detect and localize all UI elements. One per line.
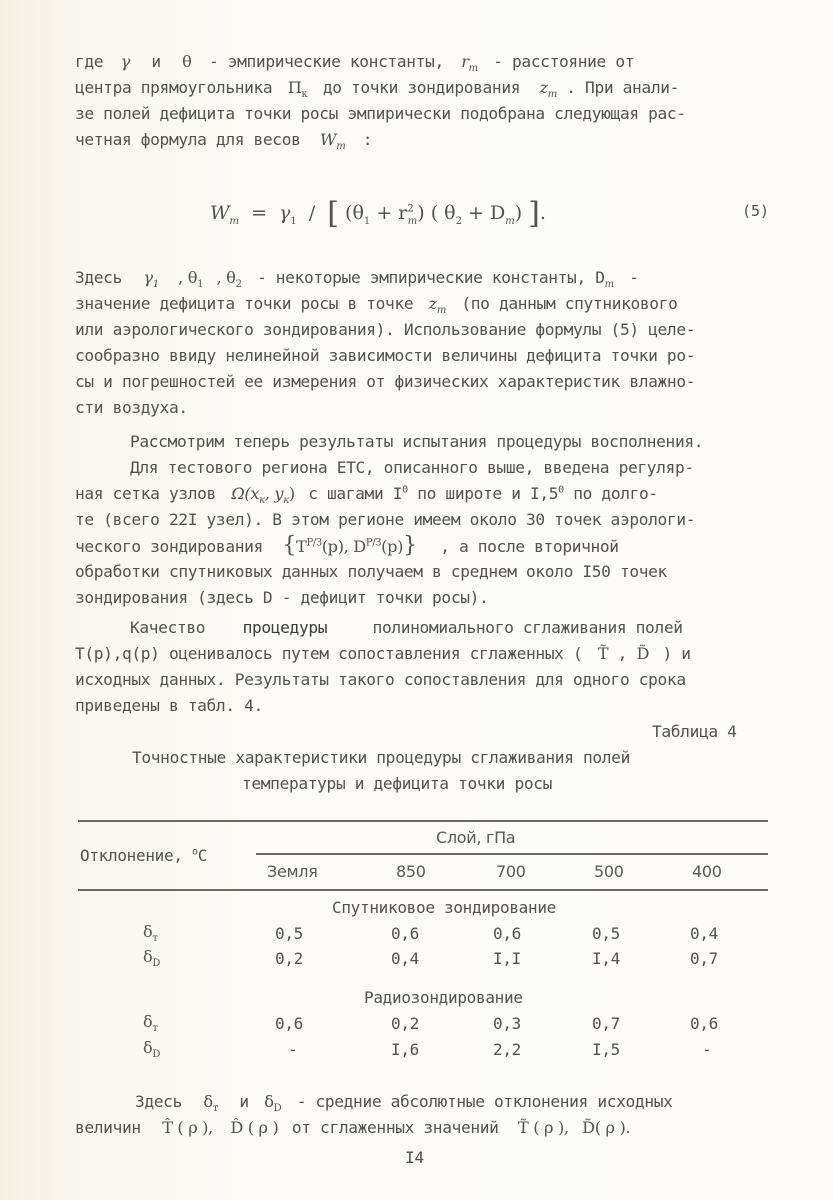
subscript: т (212, 1103, 218, 1115)
subscript: D (273, 1103, 282, 1115)
text-line (75, 533, 619, 558)
text: (p), D (321, 537, 366, 556)
text: - некоторые эмпирические константы, D (256, 268, 605, 287)
delta-symbol: δ (203, 1092, 213, 1111)
row-symbol: $\delta_т$ (143, 1012, 158, 1035)
text-line (130, 618, 683, 638)
table-cell: 0,4 (690, 924, 718, 943)
column-header: 850 (396, 862, 426, 881)
right-brace: } (403, 533, 417, 558)
right-bracket: ] (528, 196, 540, 231)
text: - (629, 268, 639, 287)
left-bracket: [ (327, 196, 339, 231)
left-brace: { (282, 533, 296, 558)
subscript: 1 (197, 279, 204, 291)
text: ная сетка узлов (75, 484, 216, 503)
text-line: сти воздуха. (75, 398, 188, 417)
table-cell: 0,2 (275, 949, 303, 968)
table-cell: 0,6 (275, 1014, 303, 1033)
table-cell: 0,5 (592, 924, 620, 943)
d-tilde-symbol: D̃ (636, 644, 650, 663)
text-line: или аэрологического зондирования). Использование формулы (5) целе- (75, 320, 696, 339)
text-line (75, 294, 678, 317)
subscript: m (407, 215, 418, 227)
text-line: обработки спутниковых данных получаем в среднем около I50 точек (75, 562, 667, 581)
text-line (75, 644, 691, 664)
section-title: Спутниковое зондирование (332, 898, 556, 917)
degree-sign: 0 (558, 484, 564, 496)
text: по долго- (573, 484, 658, 503)
text: (θ (345, 202, 364, 224)
subscript: 1 (363, 215, 371, 227)
text: центра прямоугольника (75, 78, 273, 97)
table-cell: I,4 (592, 949, 620, 968)
equation-number: (5) (742, 202, 770, 220)
subscript: 2 (455, 215, 462, 227)
table-cell: 0,6 (391, 924, 419, 943)
table-cell: - (702, 1040, 712, 1059)
column-header: Земля (267, 862, 318, 881)
text: до точки зондирования (322, 78, 521, 97)
text: где (75, 52, 104, 71)
t-hat-symbol: T̂ ( ρ ), (162, 1118, 213, 1137)
gamma-symbol: γ (120, 52, 130, 71)
text: полиномиального сглаживания полей (372, 618, 683, 637)
table-cell: I,I (493, 949, 521, 968)
text: (p) (381, 537, 404, 556)
text: и (151, 52, 161, 71)
text: величин (75, 1118, 141, 1137)
text: + D (468, 202, 506, 224)
superscript: Р/З (306, 537, 322, 549)
text: ) (514, 202, 523, 224)
row-header-label: Отклонение, $^о$С (80, 846, 208, 865)
text: от сглаженных значений (291, 1118, 499, 1137)
text-line: сы и погрешностей ее измерения от физических характеристик влажно- (75, 372, 696, 391)
gamma-symbol: γ (143, 268, 153, 287)
table-label: Таблица 4 (652, 722, 737, 741)
text: ) и (662, 644, 691, 663)
w-symbol: W (319, 130, 337, 149)
text-line: Для тестового региона ЕТС, описанного выше, введена регуляр- (130, 458, 694, 477)
table-cell: 0,4 (391, 949, 419, 968)
table-cell: 0,3 (493, 1014, 521, 1033)
subscript: m (505, 215, 515, 227)
delta-symbol: δ (264, 1092, 274, 1111)
text-line: сообразно ввиду нелинейной зависимости величины дефицита точки ро- (75, 346, 696, 365)
subscript: m (336, 141, 346, 153)
text: Здесь (135, 1092, 182, 1111)
table-cell: 0,5 (275, 924, 303, 943)
table-cell: 0,6 (493, 924, 521, 943)
text-line: зондирования (здесь D - дефицит точки росы). (75, 588, 489, 607)
column-group-header: Слой, гПа (436, 828, 516, 847)
text: - расстояние от (493, 52, 635, 71)
subscript: к (259, 495, 265, 507)
table-caption: температуры и дефицита точки росы (242, 774, 553, 793)
z-symbol: z (539, 78, 548, 97)
subscript: m (468, 63, 478, 75)
t-tilde-symbol: T̃ ( ρ ), (517, 1118, 569, 1137)
text: и (239, 1092, 249, 1111)
equals-sign: = (251, 202, 267, 224)
text: , а после вторичной (440, 537, 619, 556)
subscript: к (301, 89, 308, 101)
column-header: 400 (692, 862, 722, 881)
page-number: I4 (405, 1148, 424, 1167)
text: процедуры (242, 618, 328, 637)
subscript: m (436, 305, 446, 317)
subscript: m (604, 279, 614, 291)
column-header: 700 (496, 862, 526, 881)
text-line (75, 52, 635, 75)
t-symbol: T (295, 537, 307, 556)
text-line (75, 78, 680, 101)
text: Качество (130, 618, 206, 637)
text: . При анали- (566, 78, 680, 97)
row-symbol: $\delta_D$ (143, 1038, 161, 1061)
text-line (135, 1092, 673, 1115)
slash: / (308, 202, 316, 224)
text: четная формула для весов (75, 130, 301, 149)
text-line: те (всего 22I узел). В этом регионе имеем около 30 точек аэрологи- (75, 510, 696, 529)
text-line: исходных данных. Результаты такого сопоставления для одного срока (75, 670, 686, 689)
gamma-symbol: γ (279, 202, 291, 224)
text: по широте и I,5 (417, 484, 559, 503)
z-symbol: z (428, 294, 437, 313)
table-caption: Точностные характеристики процедуры сглаживания полей (132, 748, 630, 767)
subscript: 1 (152, 279, 159, 291)
text: значение дефицита точки росы в точке (75, 294, 414, 313)
table-cell: 0,7 (592, 1014, 620, 1033)
text: ) (288, 484, 295, 503)
text-line (75, 1118, 630, 1138)
table-cell: - (288, 1040, 298, 1059)
formula-5 (210, 196, 546, 231)
subscript: 1 (290, 215, 297, 227)
t-tilde-symbol: T̃ (597, 644, 609, 663)
text: , θ (216, 268, 236, 287)
table-cell: 0,6 (690, 1014, 718, 1033)
d-tilde-symbol: D̃( ρ ). (582, 1118, 631, 1137)
table-cell: 2,2 (493, 1040, 521, 1059)
table-rule-header-bottom (78, 889, 768, 891)
superscript: Р/З (365, 537, 382, 549)
subscript: m (547, 89, 557, 101)
subscript: к (283, 495, 289, 507)
section-title: Радиозондирование (364, 988, 523, 1007)
text: T(p),q(p) оценивалось путем сопоставления сглаженных ( (75, 644, 583, 663)
text: ) (417, 202, 425, 224)
table-rule-mid (256, 853, 768, 855)
d-hat-symbol: D̂ ( ρ ) (230, 1118, 279, 1137)
text: . (539, 202, 546, 224)
text: ( θ (430, 202, 456, 224)
text: Здесь (75, 268, 122, 287)
table-cell: I,5 (592, 1040, 620, 1059)
text-line (75, 484, 658, 507)
text: + r (376, 202, 408, 224)
text: , y (264, 484, 284, 503)
text-line (75, 268, 639, 291)
text: , θ (178, 268, 198, 287)
text: (по данным спутникового (461, 294, 678, 313)
text: - средние абсолютные отклонения исходных (296, 1092, 673, 1111)
text-line: приведены в табл. 4. (75, 696, 263, 715)
w-symbol: W (210, 202, 230, 224)
column-header: 500 (594, 862, 624, 881)
text: : (362, 130, 373, 149)
text: - эмпирические константы, (208, 52, 444, 71)
table-cell: 0,2 (391, 1014, 419, 1033)
text-line (75, 130, 373, 153)
table-cell: 0,7 (690, 949, 718, 968)
r-symbol: r (461, 52, 469, 71)
superscript: 2 (407, 203, 414, 215)
table-rule-top (78, 820, 768, 822)
text: , (617, 644, 628, 663)
subscript: m (229, 215, 240, 227)
text-line: Рассмотрим теперь результаты испытания процедуры восполнения. (130, 432, 704, 451)
text: с шагами I (308, 484, 403, 503)
row-symbol: $\delta_D$ (143, 947, 161, 970)
row-symbol: $\delta_т$ (143, 922, 158, 945)
table-cell: I,6 (391, 1040, 419, 1059)
omega-symbol: Ω(x (231, 484, 260, 503)
degree-sign: 0 (402, 484, 408, 496)
pi-symbol: П (287, 78, 302, 97)
text-line: зе полей дефицита точки росы эмпирически подобрана следующая рас- (75, 104, 686, 123)
subscript: 2 (235, 279, 242, 291)
theta-symbol: θ (182, 52, 192, 71)
text: ческого зондирования (75, 537, 263, 556)
